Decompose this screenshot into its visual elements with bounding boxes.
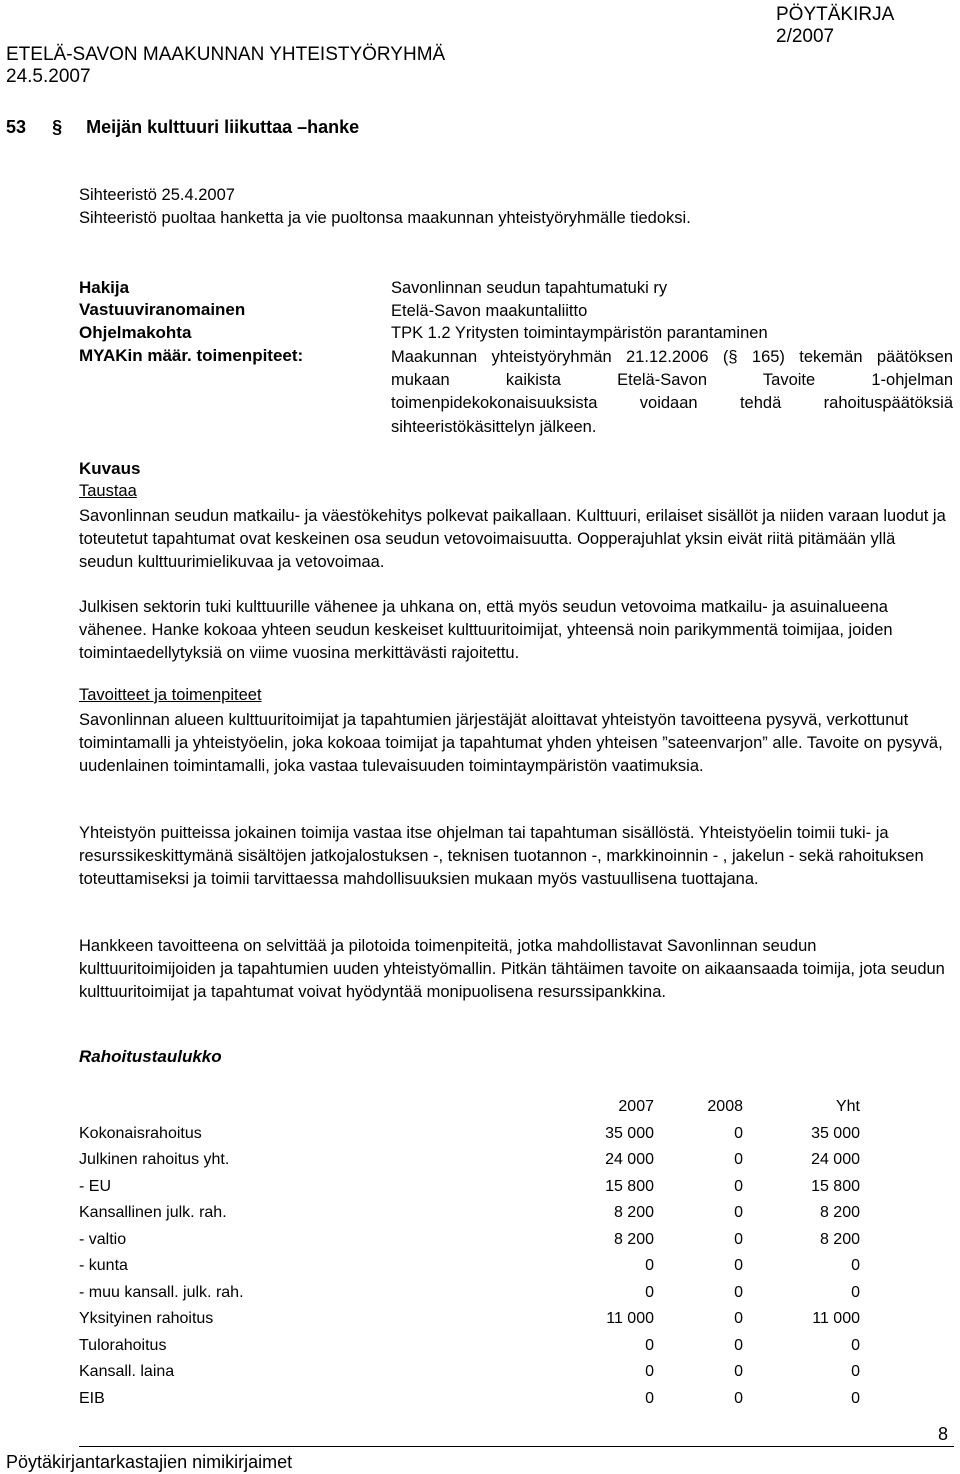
table-cell: - EU bbox=[79, 1177, 111, 1195]
header-doc-number: 2/2007 bbox=[776, 26, 835, 47]
table-row bbox=[79, 1280, 860, 1307]
table-cell: Tulorahoitus bbox=[79, 1336, 167, 1354]
table-cell: 15 800 bbox=[811, 1177, 860, 1195]
table-row bbox=[79, 1253, 860, 1280]
table-cell: 8 200 bbox=[613, 1230, 654, 1248]
table-row bbox=[79, 1227, 860, 1254]
funding-heading: Rahoitustaulukko bbox=[79, 1047, 222, 1066]
section-symbol: § bbox=[52, 117, 63, 137]
table-cell: Kansall. laina bbox=[79, 1363, 175, 1381]
table-row bbox=[79, 1359, 860, 1386]
table-cell: 0 bbox=[851, 1389, 860, 1407]
table-cell: 0 bbox=[734, 1124, 743, 1142]
paragraph-goals-2: Yhteistyön puitteissa jokainen toimija vastaa itse ohjelman tai tapahtuman sisällöstä. Yhteistyöelin toimii tuki- ja resurssikeskittymänä sisältöjen jatkojalostuksen -, teknisen tuotannon -, markkinoinnin - , jakelun - sekä rahoituksen toteuttamiseksi ja toimii tarvittaessa mahdollisuuksien mukaan myös vastuullisena tuottajana. bbox=[79, 824, 924, 888]
table-row bbox=[79, 1333, 860, 1360]
table-cell: 0 bbox=[734, 1257, 743, 1275]
footer-divider bbox=[79, 1446, 954, 1447]
meta-value-program: TPK 1.2 Yritysten toimintaympäristön parantaminen bbox=[391, 324, 768, 342]
table-cell: 11 000 bbox=[812, 1310, 860, 1328]
table-cell: - muu kansall. julk. rah. bbox=[79, 1283, 244, 1301]
section-title bbox=[6, 117, 359, 138]
footer-signatures-label: Pöytäkirjantarkastajien nimikirjaimet bbox=[6, 1452, 293, 1472]
table-cell: - kunta bbox=[79, 1257, 128, 1275]
table-cell: 0 bbox=[851, 1336, 860, 1354]
table-cell: 0 bbox=[734, 1151, 743, 1169]
funding-table bbox=[79, 1094, 860, 1412]
meta-label-program: Ohjelmakohta bbox=[79, 323, 192, 342]
table-row bbox=[79, 1147, 860, 1174]
background-heading: Taustaa bbox=[79, 482, 137, 500]
table-row bbox=[79, 1174, 860, 1201]
table-cell: 15 800 bbox=[605, 1177, 654, 1195]
table-cell: Julkinen rahoitus yht. bbox=[79, 1151, 230, 1169]
table-cell: 0 bbox=[851, 1257, 860, 1275]
table-cell: EIB bbox=[79, 1389, 105, 1407]
paragraph-background-2: Julkisen sektorin tuki kulttuurille vähenee ja uhkana on, että myös seudun vetovoima matkailu- ja asuinalueena vähenee. Hanke kokoaa yhteen seudun keskeiset kulttuuritoimijat, yhteensä noin parikymmentä toimijaa, joiden toimintaedellytyksiä on viime vuosina merkittävästi rajoitettu. bbox=[79, 598, 893, 662]
table-header-cell: 2008 bbox=[707, 1098, 743, 1116]
table-cell: 11 000 bbox=[606, 1310, 654, 1328]
table-cell: 0 bbox=[734, 1283, 743, 1301]
secretariat-heading: Sihteeristö 25.4.2007 bbox=[79, 186, 235, 204]
table-row bbox=[79, 1306, 860, 1333]
table-cell: - valtio bbox=[79, 1230, 127, 1248]
table-cell: 0 bbox=[734, 1230, 743, 1248]
table-header-cell bbox=[79, 1094, 439, 1121]
table-cell: 24 000 bbox=[811, 1151, 860, 1169]
table-row bbox=[79, 1386, 860, 1413]
header-doc-type: PÖYTÄKIRJA bbox=[776, 4, 895, 25]
table-cell: 0 bbox=[645, 1336, 654, 1354]
table-cell: 0 bbox=[734, 1177, 743, 1195]
meta-value-measures: Maakunnan yhteistyöryhmän 21.12.2006 (§ 165) tekemän päätöksen mukaan kaikista Etelä-Savon Tavoite 1-ohjelman toimenpidekokonaisuuksista voidaan tehdä rahoituspäätöksiä sihteeristökäsittelyn jälkeen. bbox=[391, 348, 953, 436]
secretariat-text: Sihteeristö puoltaa hanketta ja vie puoltonsa maakunnan yhteistyöryhmälle tiedoksi. bbox=[79, 209, 691, 227]
meta-value-applicant: Savonlinnan seudun tapahtumatuki ry bbox=[391, 279, 668, 297]
table-cell: 8 200 bbox=[819, 1204, 860, 1222]
table-cell: 0 bbox=[734, 1204, 743, 1222]
paragraph-goals-1: Savonlinnan alueen kulttuuritoimijat ja tapahtumien järjestäjät aloittavat yhteistyön tavoitteena pysyvä, verkottunut toimintamalli ja yhteistyöelin, joka kokoaa toimijat ja tapahtumat yhden yhteisen ”sateenvarjon” alle. Tavoite on pysyvä, uudenlainen toimintamalli, joka vastaa tulevaisuuden toimintaympäristön vaatimuksia. bbox=[79, 711, 943, 775]
table-cell: 0 bbox=[851, 1363, 860, 1381]
table-cell: 0 bbox=[645, 1363, 654, 1381]
table-cell: Yksityinen rahoitus bbox=[79, 1310, 214, 1328]
table-cell: 24 000 bbox=[605, 1151, 654, 1169]
table-cell: 0 bbox=[645, 1257, 654, 1275]
paragraph-goals-3: Hankkeen tavoitteena on selvittää ja pilotoida toimenpiteitä, jotka mahdollistavat Savonlinnan seudun kulttuuritoimijoiden ja tapahtumien uuden yhteistyömallin. Pitkän tähtäimen tavoite on aikaansaada toimija, jota seudun kulttuuritoimijat ja tapahtumat voivat hyödyntää monipuolisena resurssipankkina. bbox=[79, 937, 945, 1001]
table-cell: 0 bbox=[645, 1389, 654, 1407]
goals-heading: Tavoitteet ja toimenpiteet bbox=[79, 686, 262, 704]
table-header-row bbox=[79, 1094, 860, 1121]
table-row bbox=[79, 1200, 860, 1227]
description-heading: Kuvaus bbox=[79, 459, 141, 478]
table-header-cell: Yht bbox=[835, 1098, 860, 1116]
table-cell: 8 200 bbox=[819, 1230, 860, 1248]
page-number: 8 bbox=[938, 1424, 949, 1444]
table-cell: 0 bbox=[734, 1336, 743, 1354]
table-cell: 0 bbox=[734, 1310, 743, 1328]
table-cell: 8 200 bbox=[613, 1204, 654, 1222]
meta-label-authority: Vastuuviranomainen bbox=[79, 300, 246, 319]
table-cell: Kokonaisrahoitus bbox=[79, 1124, 202, 1142]
meta-label-measures: MYAKin määr. toimenpiteet: bbox=[79, 346, 304, 365]
table-row bbox=[79, 1121, 860, 1148]
table-header-cell: 2007 bbox=[618, 1098, 654, 1116]
table-cell: 0 bbox=[734, 1389, 743, 1407]
meta-value-authority: Etelä-Savon maakuntaliitto bbox=[391, 302, 588, 320]
section-heading: Meijän kulttuuri liikuttaa –hanke bbox=[86, 117, 360, 137]
table-cell: 0 bbox=[645, 1283, 654, 1301]
header-org: ETELÄ-SAVON MAAKUNNAN YHTEISTYÖRYHMÄ bbox=[6, 44, 446, 65]
table-cell: 0 bbox=[851, 1283, 860, 1301]
section-number: 53 bbox=[6, 117, 27, 137]
paragraph-background-1: Savonlinnan seudun matkailu- ja väestökehitys polkevat paikallaan. Kulttuuri, erilaiset sisällöt ja niiden varaan luodut ja toteutetut tapahtumat ovat keskeinen osa seudun vetovoimaisuutta. Oopperajuhlat yksin eivät riitä pitämään yllä seudun kulttuurimielikuvaa ja vetovoimaa. bbox=[79, 507, 946, 571]
header-date: 24.5.2007 bbox=[6, 66, 91, 87]
table-cell: 0 bbox=[734, 1363, 743, 1381]
table-cell: Kansallinen julk. rah. bbox=[79, 1204, 227, 1222]
meta-label-applicant: Hakija bbox=[79, 278, 130, 297]
table-cell: 35 000 bbox=[605, 1124, 654, 1142]
table-cell: 35 000 bbox=[811, 1124, 860, 1142]
